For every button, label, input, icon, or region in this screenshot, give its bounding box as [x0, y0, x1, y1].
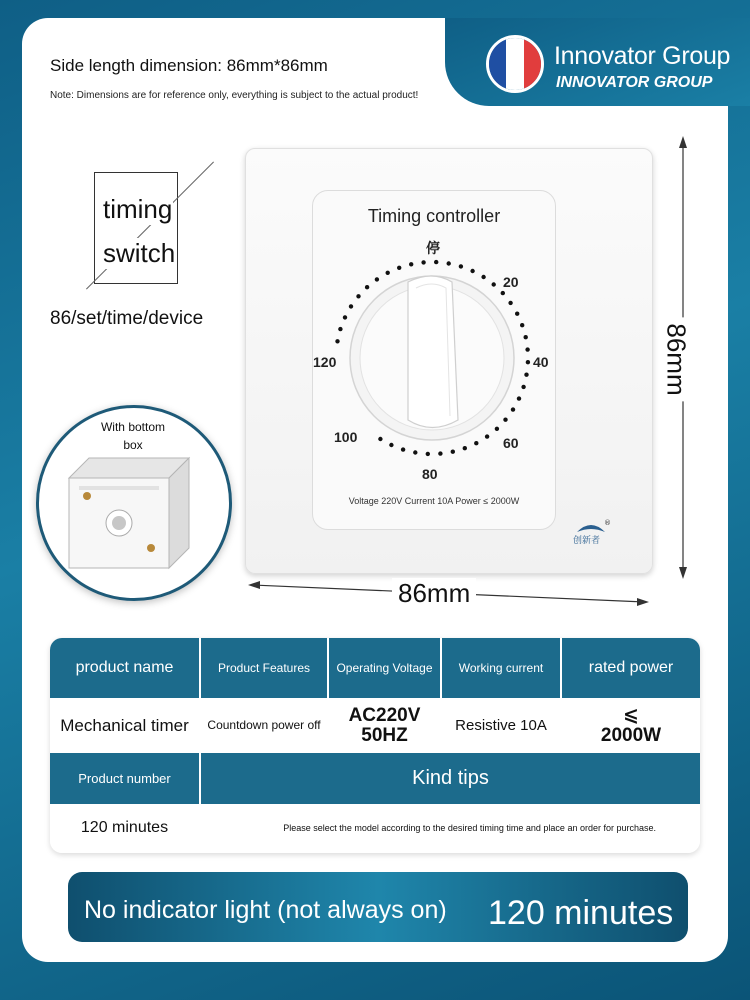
header-operating-voltage: Operating Voltage: [329, 638, 440, 698]
header-product-name: product name: [50, 638, 199, 698]
product-label-line2: switch: [103, 238, 176, 268]
brand-name: Innovator Group: [554, 42, 731, 70]
logo-text: 创新者: [573, 536, 601, 546]
value-kind-tips: Please select the model according to the desired timing time and place an order for purchase.: [201, 804, 700, 853]
value-rated-power: ⩽ 2000W: [562, 698, 700, 753]
dial-number-100: 100: [334, 429, 358, 445]
value-product-name: Mechanical timer: [50, 698, 199, 753]
value-working-current: Resistive 10A: [442, 698, 560, 753]
svg-text:®: ®: [604, 519, 611, 527]
france-flag-icon: [486, 35, 544, 93]
value-operating-voltage: AC220V 50HZ: [329, 698, 440, 753]
width-dimension-label: 86mm: [392, 578, 476, 609]
flag-stripe-white: [506, 38, 523, 90]
dial-stop-mark: 停: [426, 240, 440, 256]
dimension-arrows: [240, 130, 700, 620]
bottom-box-caption: With bottom box: [100, 420, 166, 452]
banner-duration-text: 120 minutes: [488, 894, 674, 932]
product-model-text: 86/set/time/device: [50, 308, 204, 329]
product-label-line1: timing: [103, 194, 173, 224]
value-product-features: Countdown power off: [201, 698, 327, 753]
dial-number-120: 120: [313, 354, 337, 370]
header-product-features: Product Features: [201, 638, 327, 698]
header-rated-power: rated power: [562, 638, 700, 698]
value-product-number: 120 minutes: [50, 804, 199, 853]
dimension-text: Side length dimension: 86mm*86mm: [50, 56, 328, 75]
brand-subtitle: INNOVATOR GROUP: [556, 74, 713, 91]
dial-number-40: 40: [533, 354, 549, 370]
spec-table: [50, 638, 700, 853]
switch-title: Timing controller: [367, 206, 501, 226]
header-kind-tips: Kind tips: [201, 753, 700, 804]
switch-spec-text: Voltage 220V Current 10A Power ≤ 2000W: [348, 496, 520, 506]
dial-number-20: 20: [503, 274, 519, 290]
header-working-current: Working current: [442, 638, 560, 698]
dimension-note: Note: Dimensions are for reference only, everything is subject to the actual product!: [50, 90, 419, 101]
header-product-number: Product number: [50, 753, 199, 804]
flag-stripe-blue: [489, 38, 506, 90]
height-dimension-label: 86mm: [661, 317, 692, 401]
dial-number-80: 80: [422, 466, 438, 482]
banner-indicator-text: No indicator light (not always on): [84, 896, 447, 924]
dial-number-60: 60: [503, 435, 519, 451]
